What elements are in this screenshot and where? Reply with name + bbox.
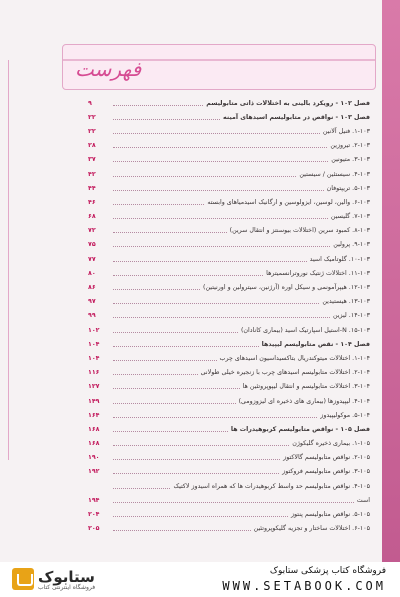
toc-leader-dots bbox=[113, 303, 319, 304]
toc-row bbox=[88, 210, 370, 224]
toc-row bbox=[88, 465, 370, 479]
page-edge-band bbox=[382, 0, 400, 562]
toc-leader-dots bbox=[113, 502, 354, 503]
logo-text: ستابوک bbox=[38, 568, 95, 586]
toc-page-number: ۹۹ bbox=[88, 312, 96, 320]
title-banner bbox=[62, 44, 376, 90]
toc-leader-dots bbox=[113, 516, 288, 517]
toc-page-number: ۱۹۰ bbox=[88, 454, 100, 462]
toc-row bbox=[88, 380, 370, 394]
toc-row bbox=[88, 224, 370, 238]
toc-row bbox=[88, 479, 370, 493]
toc-page-number: ۷۲ bbox=[88, 227, 96, 235]
toc-page-number: ۱۲۷ bbox=[88, 383, 100, 391]
toc-label: فصل ۱۰۴ - نقص متابولیسم لیپیدها bbox=[261, 340, 370, 348]
toc-leader-dots bbox=[113, 417, 317, 418]
toc-leader-dots bbox=[113, 346, 259, 347]
toc-label: فصل ۱۰۳ - نواقص در متابولیسم اسیدهای آمینه bbox=[223, 113, 370, 121]
toc-page-number: ۱۴۹ bbox=[88, 397, 100, 405]
toc-label: ۱۰-۱۰۳. گلوتامیک اسید bbox=[309, 255, 370, 263]
toc-label: ۱۱-۱۰۳. اختلالات ژنتیک نوروترانسمیترها bbox=[266, 269, 370, 277]
toc-leader-dots bbox=[113, 360, 217, 361]
toc-row bbox=[88, 139, 370, 153]
toc-page-number: ۱۰۴ bbox=[88, 340, 100, 348]
shop-name: فروشگاه کتاب پزشکی ستابوک bbox=[269, 566, 386, 576]
toc-page-number: ۷۷ bbox=[88, 255, 96, 263]
toc-leader-dots bbox=[113, 218, 328, 219]
toc-row bbox=[88, 280, 370, 294]
toc-page-number: ۶۸ bbox=[88, 213, 96, 221]
toc-row bbox=[88, 252, 370, 266]
toc-label: ۶-۱۰۵. اختلالات ساختار و تجزیه گلیکوپروتئین bbox=[253, 525, 370, 533]
toc-leader-dots bbox=[113, 261, 307, 262]
toc-leader-dots bbox=[113, 459, 280, 460]
toc-page-number: ۳۷ bbox=[88, 156, 96, 164]
toc-page-number: ۷۵ bbox=[88, 241, 96, 249]
toc-page-number: ۹ bbox=[88, 99, 92, 107]
toc-row bbox=[88, 295, 370, 309]
toc-row bbox=[88, 96, 370, 110]
toc-row bbox=[88, 522, 370, 536]
toc-leader-dots bbox=[113, 431, 228, 432]
page-title: فهرست bbox=[75, 57, 142, 81]
toc-leader-dots bbox=[113, 289, 200, 290]
toc-label: ۱۲-۱۰۳. هیپرآمونمی و سیکل اوره (آرژنین، سیترولین و اورنیتین) bbox=[203, 284, 370, 292]
margin-rule bbox=[8, 60, 65, 460]
toc-label: ۴-۱۰۴. لیپیدوزها (بیماری های ذخیره ای لیزوزومی) bbox=[238, 397, 370, 405]
toc-label: فصل ۱۰۲ - رویکرد بالینی به اختلالات ذاتی متابولیسم bbox=[206, 99, 370, 107]
toc-page-number: ۴۲ bbox=[88, 170, 96, 178]
toc-page-number: ۱۶۸ bbox=[88, 440, 100, 448]
toc-page-number: ۴۶ bbox=[88, 198, 96, 206]
toc-row bbox=[88, 493, 370, 507]
toc-label: ۲-۱۰۴. اختلالات متابولیسم اسیدهای چرب با زنجیره خیلی طولانی bbox=[200, 369, 370, 377]
toc-label: ۹-۱۰۳. پرولین bbox=[333, 241, 370, 249]
toc-row bbox=[88, 437, 370, 451]
toc-label: است bbox=[356, 496, 370, 504]
toc-row bbox=[88, 266, 370, 280]
toc-leader-dots bbox=[113, 403, 236, 404]
toc-leader-dots bbox=[113, 105, 203, 106]
toc-label: ۴-۱۰۳. سیستئین / سیستین bbox=[299, 170, 370, 178]
logo-subtitle: فروشگاه اینترنتی کتاب bbox=[38, 584, 96, 591]
toc-label: ۲-۱۰۵. نواقص متابولیسم گالاکتوز bbox=[283, 454, 370, 462]
toc-row bbox=[88, 238, 370, 252]
toc-page-number: ۲۰۵ bbox=[88, 525, 100, 533]
toc-row bbox=[88, 167, 370, 181]
toc-label: ۵-۱۰۳. تریپتوفان bbox=[326, 184, 370, 192]
toc-row bbox=[88, 124, 370, 138]
toc-page-number: ۲۰۴ bbox=[88, 511, 100, 519]
toc-row bbox=[88, 323, 370, 337]
toc-label: ۳-۱۰۴. اختلالات متابولیسم و انتقال لیپوپروتئین ها bbox=[242, 383, 370, 391]
toc-row bbox=[88, 422, 370, 436]
toc-row bbox=[88, 394, 370, 408]
toc-row bbox=[88, 451, 370, 465]
toc-leader-dots bbox=[113, 204, 204, 205]
toc-page-number: ۱۰۲ bbox=[88, 326, 100, 334]
toc-leader-dots bbox=[113, 445, 289, 446]
toc-page-number: ۱۶۴ bbox=[88, 411, 100, 419]
toc-leader-dots bbox=[113, 147, 327, 148]
toc-leader-dots bbox=[113, 133, 320, 134]
toc-label: ۱-۱۰۴. اختلالات میتوکندریال بتاکسیداسیون اسیدهای چرب bbox=[219, 354, 370, 362]
toc-label: ۱-۱۰۵. بیماری ذخیره گلیکوژن bbox=[292, 440, 370, 448]
toc-label: ۷-۱۰۳. گلیسین bbox=[330, 213, 370, 221]
toc-page-number: ۱۹۲ bbox=[88, 468, 100, 476]
toc-label: ۳-۱۰۳. متیونین bbox=[331, 156, 370, 164]
toc-leader-dots bbox=[113, 374, 198, 375]
table-of-contents bbox=[88, 96, 370, 536]
toc-leader-dots bbox=[113, 332, 238, 333]
toc-leader-dots bbox=[113, 530, 251, 531]
toc-label: ۱-۱۰۳. فنیل آلانین bbox=[322, 127, 370, 135]
toc-page-number: ۹۷ bbox=[88, 298, 96, 306]
toc-leader-dots bbox=[113, 119, 220, 120]
toc-label: ۸-۱۰۳. کمبود سرین (اختلالات بیوسنتز و انتقال سرین) bbox=[229, 227, 370, 235]
toc-row bbox=[88, 195, 370, 209]
toc-row bbox=[88, 351, 370, 365]
toc-page-number: ۴۴ bbox=[88, 184, 96, 192]
toc-row bbox=[88, 181, 370, 195]
toc-label: ۱۵-۱۰۳. N-استیل اسپارتیک اسید (بیماری کانادان) bbox=[240, 326, 370, 334]
toc-label: ۶-۱۰۳. والین، لوسین، ایزولوسین و ارگانیک اسیدمیاهای وابسته bbox=[207, 198, 370, 206]
toc-label: ۵-۱۰۵. نواقص متابولیسم پنتوز bbox=[291, 511, 370, 519]
toc-label: ۳-۱۰۵. نواقص متابولیسم فروکتوز bbox=[282, 468, 370, 476]
toc-leader-dots bbox=[113, 488, 170, 489]
toc-row bbox=[88, 507, 370, 521]
toc-label: فصل ۱۰۵ - نواقص متابولیسم کربوهیدرات ها bbox=[230, 425, 370, 433]
toc-page-number: ۱۹۴ bbox=[88, 496, 100, 504]
toc-leader-dots bbox=[113, 190, 324, 191]
toc-leader-dots bbox=[113, 161, 328, 162]
toc-label: ۲-۱۰۳. تیروزین bbox=[330, 142, 370, 150]
toc-page-number: ۱۶۸ bbox=[88, 425, 100, 433]
watermark-footer bbox=[0, 562, 400, 597]
setabook-logo-icon bbox=[12, 568, 34, 590]
toc-leader-dots bbox=[113, 388, 240, 389]
toc-row bbox=[88, 309, 370, 323]
toc-label: ۱۴-۱۰۳. لیزین bbox=[332, 312, 370, 320]
toc-row bbox=[88, 110, 370, 124]
toc-page-number: ۸۶ bbox=[88, 284, 96, 292]
toc-leader-dots bbox=[113, 232, 227, 233]
toc-row bbox=[88, 337, 370, 351]
toc-row bbox=[88, 408, 370, 422]
toc-row bbox=[88, 153, 370, 167]
toc-leader-dots bbox=[113, 176, 296, 177]
toc-page-number: ۲۲ bbox=[88, 113, 96, 121]
toc-page-number: ۲۲ bbox=[88, 127, 96, 135]
toc-page-number: ۱۱۶ bbox=[88, 369, 100, 377]
toc-row bbox=[88, 366, 370, 380]
toc-label: ۵-۱۰۴. موکولیپیدوز bbox=[320, 411, 370, 419]
toc-page-number: ۱۰۴ bbox=[88, 354, 100, 362]
toc-page-number: ۸۰ bbox=[88, 269, 96, 277]
toc-leader-dots bbox=[113, 275, 263, 276]
toc-leader-dots bbox=[113, 473, 279, 474]
toc-leader-dots bbox=[113, 246, 330, 247]
toc-leader-dots bbox=[113, 317, 330, 318]
toc-label: ۴-۱۰۵. نواقص متابولیسم حد واسط کربوهیدرات ها که همراه اسیدوز لاکتیک bbox=[173, 482, 370, 490]
toc-page-number: ۲۸ bbox=[88, 142, 96, 150]
toc-label: ۱۳-۱۰۳. هیستیدین bbox=[322, 298, 370, 306]
shop-url: WWW.SETABOOK.COM bbox=[222, 579, 386, 593]
